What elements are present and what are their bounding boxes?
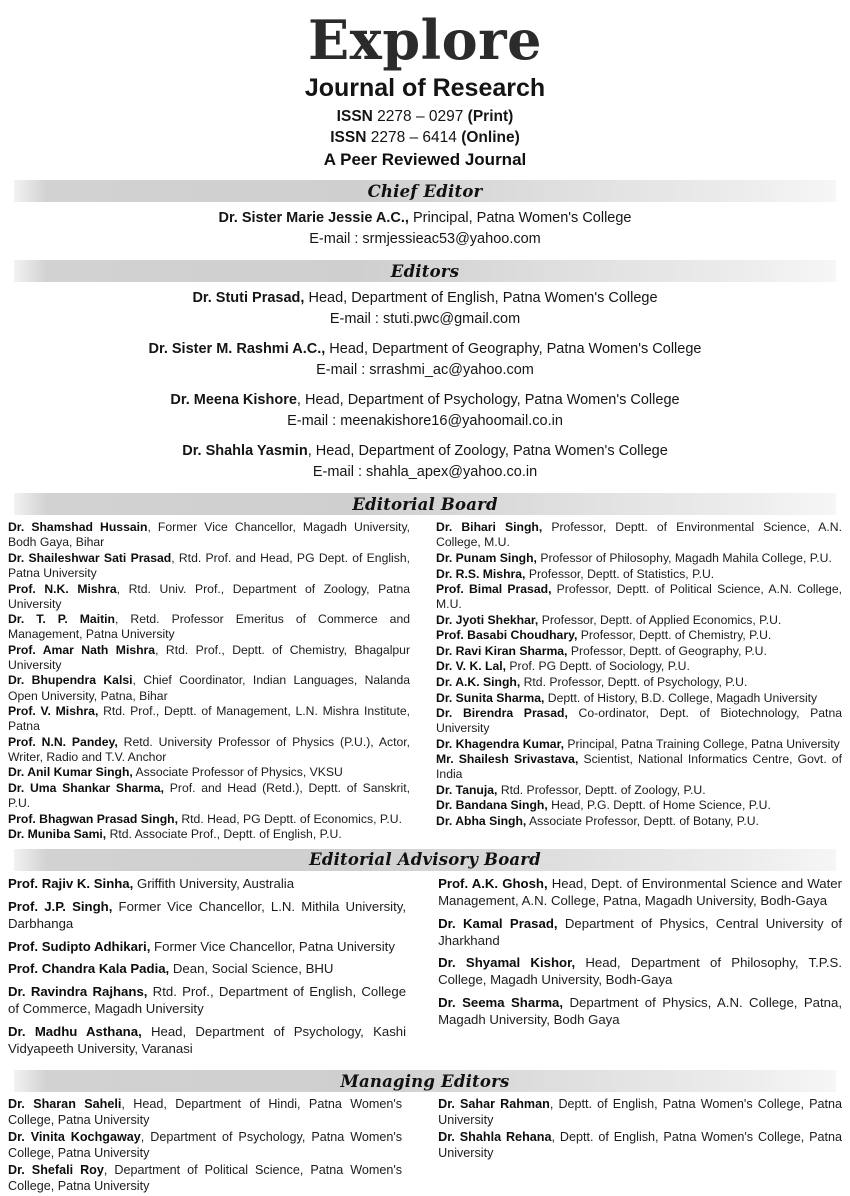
board-member-name: Prof. Bimal Prasad, [436,582,552,597]
board-member-name: Dr. Kamal Prasad, [438,915,558,931]
board-member-name: Prof. Amar Nath Mishra [8,642,156,657]
board-member-entry [436,582,842,612]
issn-print-label: ISSN [336,108,373,126]
board-member-entry [436,628,842,643]
board-member-name: Dr. Ravi Kiran Sharma, [436,643,568,658]
board-member-name: Dr. Shahla Rehana [438,1130,552,1145]
journal-title: Explore [308,8,542,72]
board-member-entry [438,1097,842,1129]
board-member-name: Prof. Sudipto Adhikari, [8,938,151,954]
board-member-name: Prof. Basabi Choudhary, [436,628,578,643]
banner-title: Editorial Advisory Board [309,850,541,870]
board-member-entry [8,551,410,581]
editorial-board-columns [0,515,850,842]
advisory-board-right-column [432,876,842,1065]
board-member-name: Dr. Punam Singh, [436,550,537,565]
board-member-affiliation: Head, Dept. of Environmental Science and Water Management, A.N. College, Patna, Magadh University, Bodh-Gaya [438,875,842,908]
board-member-name: Dr. T. P. Maitin [8,612,115,627]
banner-title: Editors [390,261,460,281]
editor-email: E-mail : srrashmi_ac@yahoo.com [316,362,534,379]
board-member-affiliation: Associate Professor, Deptt. of Botany, P.U. [526,814,759,829]
editorial-board-right-column [432,520,842,842]
board-member-affiliation: Rtd. Associate Prof., Deptt. of English, P.U. [106,827,342,842]
journal-subtitle: Journal of Research [304,73,546,102]
editor-entry [20,441,830,483]
advisory-board-left-column [8,876,432,1065]
banner-title: Editorial Board [352,494,498,514]
board-member-name: Dr. A.K. Singh, [436,674,521,689]
board-member-name: Dr. Abha Singh, [436,814,527,829]
banner-title: Managing Editors [340,1071,510,1091]
board-member-entry [436,520,842,550]
board-member-entry [8,1163,402,1195]
board-member-entry [8,781,410,811]
board-member-entry [8,827,410,842]
board-member-affiliation: Department of Physics, A.N. College, Patna, Magadh University, Bodh Gaya [438,995,842,1028]
board-member-entry [8,612,410,642]
editor-name-line [20,208,830,229]
board-member-affiliation: Head, Department of Psychology, Kashi Vidyapeeth University, Varanasi [8,1024,407,1057]
board-member-name: Mr. Shailesh Srivastava, [436,752,579,767]
board-member-entry [436,567,842,582]
board-member-entry [438,916,842,950]
board-member-name: Dr. Shyamal Kishor, [438,955,576,971]
board-member-entry [436,675,842,690]
board-member-affiliation: , Chief Coordinator, Indian Languages, Nalanda Open University, Patna, Bihar [8,673,411,703]
board-member-name: Dr. Sunita Sharma, [436,690,545,705]
board-member-affiliation: Professor, Deptt. of Statistics, P.U. [525,566,715,581]
board-member-entry [436,814,842,829]
section-banner-chief-editor [14,180,836,202]
board-member-name: Dr. Khagendra Kumar, [436,736,565,751]
board-member-entry [436,659,842,674]
chief-editor-block [0,202,850,254]
board-member-entry [438,1130,842,1162]
board-member-entry [8,939,406,956]
board-member-affiliation: , Former Vice Chancellor, Magadh University, Bodh Gaya, Bihar [8,520,411,550]
board-member-entry [436,551,842,566]
board-member-name: Dr. V. K. Lal, [436,659,507,674]
board-member-affiliation: Professor of Philosophy, Magadh Mahila College, P.U. [536,550,832,565]
board-member-entry [8,643,410,673]
board-member-affiliation: Former Vice Chancellor, Patna University [150,938,395,954]
board-member-entry [8,984,406,1018]
board-member-name: Dr. R.S. Mishra, [436,566,526,581]
board-member-entry [8,582,410,612]
board-member-entry [8,1024,406,1058]
board-member-affiliation: Department of Physics, Central University of Jharkhand [438,915,842,948]
board-member-affiliation: Co-ordinator, Dept. of Biotechnology, Patna University [436,706,843,736]
board-member-affiliation: Professor, Deptt. of Chemistry, P.U. [577,628,772,643]
managing-editors-columns [0,1092,850,1196]
board-member-entry [436,644,842,659]
board-member-name: Dr. Bhupendra Kalsi [8,673,133,688]
board-member-affiliation: Prof. PG Deptt. of Sociology, P.U. [506,659,690,674]
board-member-entry [436,691,842,706]
editor-affiliation: , Head, Department of Zoology, Patna Women's College [307,443,668,460]
board-member-entry [8,1130,402,1162]
board-member-name: Dr. Vinita Kochgaway [8,1130,141,1145]
board-member-entry [8,704,410,734]
board-member-entry [8,735,410,765]
board-member-entry [8,876,406,893]
board-member-affiliation: Professor, Deptt. of Political Science, A.N. College, M.U. [436,582,842,612]
board-member-entry [8,520,410,550]
board-member-affiliation: , Rtd. Prof., Deptt. of Chemistry, Bhagalpur University [8,642,411,672]
board-member-entry [8,673,410,703]
section-banner-editorial-board [14,493,836,515]
editor-entry [20,390,830,432]
board-member-entry [8,961,406,978]
board-member-name: Dr. Muniba Sami, [8,827,107,842]
board-member-name: Dr. Anil Kumar Singh, [8,765,133,780]
board-member-affiliation: , Head, Department of Hindi, Patna Women's College, Patna University [8,1097,403,1128]
board-member-affiliation: Head, Department of Philosophy, T.P.S. College, Magadh University, Bodh-Gaya [438,955,842,988]
editors-block [0,282,850,487]
editor-entry [20,339,830,381]
board-member-affiliation: , Deptt. of English, Patna Women's College, Patna University [438,1130,842,1161]
editor-entry [20,208,830,250]
board-member-affiliation: Retd. University Professor of Physics (P.U.), Actor, Writer, Radio and T.V. Anchor [8,734,411,764]
board-member-name: Dr. Jyoti Shekhar, [436,612,539,627]
board-member-entry [8,812,410,827]
board-member-affiliation: Associate Professor of Physics, VKSU [132,765,343,780]
board-member-entry [8,765,410,780]
board-member-name: Prof. Chandra Kala Padia, [8,961,170,977]
advisory-board-columns [0,871,850,1065]
board-member-affiliation: , Deptt. of English, Patna Women's College, Patna University [438,1097,842,1128]
editorial-board-left-column [8,520,432,842]
board-member-name: Dr. Uma Shankar Sharma, [8,780,165,795]
board-member-name: Dr. Bihari Singh, [436,520,543,535]
board-member-name: Prof. N.N. Pandey, [8,734,118,749]
board-member-entry [436,737,842,752]
issn-online-line [0,128,850,148]
editor-email: E-mail : meenakishore16@yahoomail.co.in [287,413,563,430]
editor-name-line [20,288,830,309]
editor-affiliation: , Head, Department of Psychology, Patna Women's College [296,392,680,409]
board-member-name: Dr. Shaileshwar Sati Prasad [8,550,172,565]
board-member-affiliation: Professor, Deptt. of Geography, P.U. [567,643,767,658]
board-member-affiliation: Scientist, National Informatics Centre, Govt. of India [436,752,842,782]
editor-email: E-mail : srmjessieac53@yahoo.com [309,231,541,248]
editor-name: Dr. Stuti Prasad, [192,290,305,307]
editor-name: Dr. Shahla Yasmin [182,443,308,460]
board-member-name: Dr. Seema Sharma, [438,995,564,1011]
board-member-affiliation: Former Vice Chancellor, L.N. Mithila University, Darbhanga [8,898,407,931]
issn-online-number: 2278 – 6414 [366,128,462,146]
board-member-affiliation: , Retd. Professor Emeritus of Commerce and Management, Patna University [8,612,411,642]
board-member-entry [438,955,842,989]
board-member-affiliation: Principal, Patna Training College, Patna University [564,736,840,751]
board-member-entry [436,613,842,628]
board-member-affiliation: Rtd. Prof., Deptt. of Management, L.N. Mishra Institute, Patna [8,704,411,734]
editor-name-line [20,390,830,411]
board-member-entry [436,783,842,798]
board-member-affiliation: Prof. and Head (Retd.), Deptt. of Sanskrit, P.U. [8,780,411,810]
board-member-affiliation: , Rtd. Prof. and Head, PG Dept. of English, Patna University [8,550,411,581]
managing-editors-left-column [8,1097,432,1196]
editor-name-line [20,339,830,360]
board-member-name: Prof. N.K. Mishra [8,581,117,596]
board-member-name: Dr. Sharan Saheli [8,1097,122,1112]
masthead [0,0,850,171]
board-member-name: Prof. Rajiv K. Sinha, [8,875,134,891]
board-member-affiliation: , Rtd. Univ. Prof., Department of Zoology, Patna University [8,581,411,611]
editor-affiliation: Head, Department of English, Patna Women's College [304,290,658,307]
board-member-affiliation: Professor, Deptt. of Environmental Science, A.N. College, M.U. [436,520,842,550]
board-member-name: Dr. Sahar Rahman [438,1097,550,1112]
editor-affiliation: Principal, Patna Women's College [408,210,632,227]
board-member-name: Dr. Shamshad Hussain [8,520,148,535]
issn-print-kind: (Print) [467,108,514,126]
board-member-name: Dr. Ravindra Rajhans, [8,984,148,1000]
board-member-affiliation: Griffith University, Australia [133,875,295,891]
board-member-entry [8,1097,402,1129]
board-member-name: Prof. A.K. Ghosh, [438,875,548,891]
board-member-affiliation: Rtd. Prof., Department of English, College of Commerce, Magadh University [8,984,407,1017]
board-member-entry [438,876,842,910]
peer-reviewed-line: A Peer Reviewed Journal [323,150,527,170]
editor-name-line [20,441,830,462]
board-member-name: Prof. J.P. Singh, [8,898,113,914]
editor-affiliation: Head, Department of Geography, Patna Women's College [325,341,702,358]
editor-name: Dr. Sister M. Rashmi A.C., [148,341,326,358]
board-member-affiliation: Professor, Deptt. of Applied Economics, P.U. [538,612,782,627]
section-banner-editorial-advisory-board [14,849,836,871]
spacer [0,171,850,180]
board-member-entry [436,798,842,813]
managing-editors-right-column [432,1097,842,1196]
board-member-name: Dr. Shefali Roy [8,1163,104,1178]
board-member-name: Dr. Bandana Singh, [436,798,548,813]
issn-online-label: ISSN [330,128,367,146]
board-member-entry [438,995,842,1029]
board-member-name: Prof. V. Mishra, [8,704,99,719]
issn-online-kind: (Online) [461,128,520,146]
editor-email: E-mail : shahla_apex@yahoo.co.in [312,464,538,481]
banner-title: Chief Editor [367,181,483,201]
board-member-name: Dr. Birendra Prasad, [436,706,568,721]
editor-name: Dr. Sister Marie Jessie A.C., [218,210,409,227]
board-member-affiliation: Rtd. Professor, Deptt. of Zoology, P.U. [497,782,706,797]
board-member-entry [8,899,406,933]
issn-print-line [0,107,850,127]
board-member-affiliation: Deptt. of History, B.D. College, Magadh University [544,690,818,705]
board-member-name: Dr. Tanuja, [436,782,498,797]
board-member-affiliation: Dean, Social Science, BHU [169,961,334,977]
editor-email: E-mail : stuti.pwc@gmail.com [329,311,521,328]
editor-name: Dr. Meena Kishore [170,392,297,409]
issn-print-number: 2278 – 0297 [372,108,468,126]
board-member-affiliation: Rtd. Head, PG Deptt. of Economics, P.U. [177,811,402,826]
board-member-affiliation: , Department of Political Science, Patna Women's College, Patna University [8,1163,403,1194]
board-member-entry [436,706,842,736]
section-banner-managing-editors [14,1070,836,1092]
board-member-affiliation: Rtd. Professor, Deptt. of Psychology, P.U. [520,674,748,689]
board-member-name: Dr. Madhu Asthana, [8,1024,142,1040]
board-member-affiliation: Head, P.G. Deptt. of Home Science, P.U. [547,798,771,813]
board-member-entry [436,752,842,782]
section-banner-editors [14,260,836,282]
board-member-name: Prof. Bhagwan Prasad Singh, [8,811,178,826]
board-member-affiliation: , Department of Psychology, Patna Women's College, Patna University [8,1130,403,1161]
editor-entry [20,288,830,330]
